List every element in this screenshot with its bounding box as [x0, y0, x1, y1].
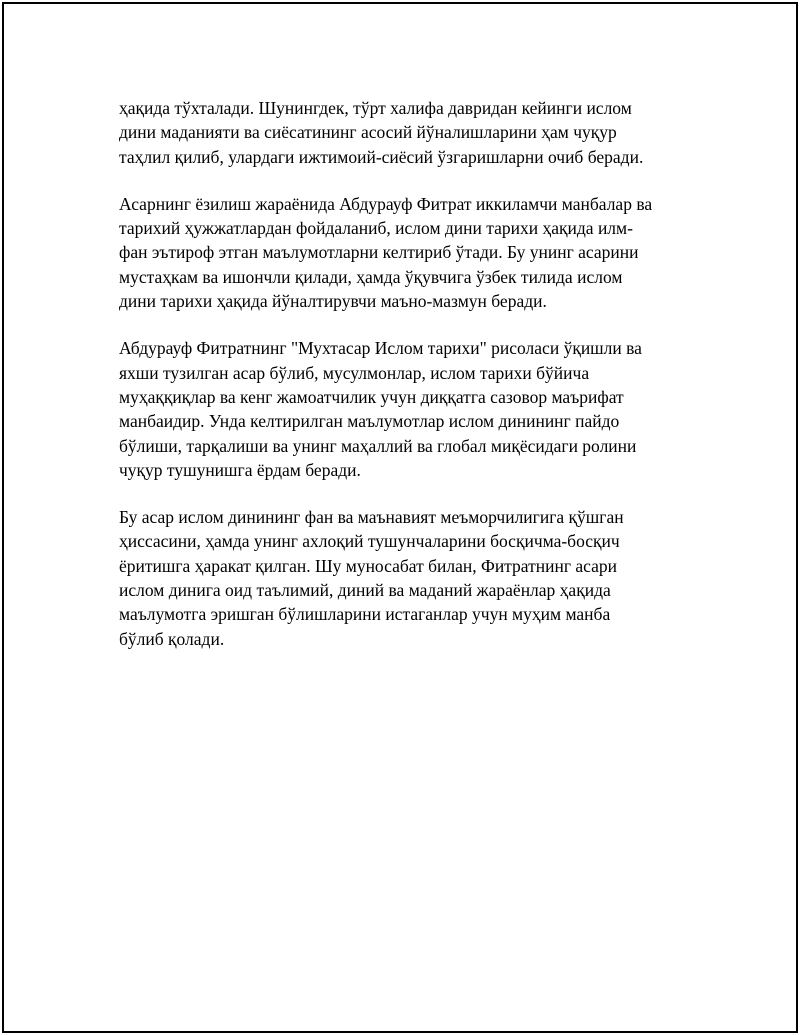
paragraph-1 [119, 96, 699, 169]
paragraph-4 [119, 505, 699, 651]
text-line: таҳлил қилиб, улардаги ижтимоий-сиёсий ўзгаришларни очиб беради. [119, 146, 644, 167]
text-line: ёритишга ҳаракат қилган. Шу муносабат билан, Фитратнинг асари [119, 555, 618, 576]
text-line: бўлиши, тарқалиши ва унинг маҳаллий ва глобал миқёсидаги ролини [119, 435, 637, 456]
text-line: Бу асар ислом динининг фан ва маънавият меъморчилигига қўшган [119, 507, 624, 528]
text-line: дини маданияти ва сиёсатининг асосий йўналишларини ҳам чуқур [119, 122, 617, 143]
document-body [119, 96, 699, 674]
text-line: маълумотга эришган бўлишларини истаганлар учун муҳим манба [119, 604, 611, 625]
text-line: ҳақида тўхталади. Шунингдек, тўрт халифа давридан кейинги ислом [119, 98, 632, 118]
text-line: ҳиссасини, ҳамда унинг ахлоқий тушунчаларини босқичма-босқич [119, 531, 620, 552]
text-line: ислом динига оид таълимий, диний ва маданий жараёнлар ҳақида [119, 580, 611, 601]
text-line: муҳаққиқлар ва кенг жамоатчилик учун диққатга сазовор маърифат [119, 386, 624, 407]
text-line: бўлиб қолади. [119, 628, 225, 649]
paragraph-3 [119, 336, 699, 482]
text-line: дини тарихи ҳақида йўналтирувчи маъно-мазмун беради. [119, 291, 547, 312]
text-line: манбаидир. Унда келтирилган маълумотлар ислом динининг пайдо [119, 411, 620, 432]
paragraph-2 [119, 192, 699, 313]
text-line: яхши тузилган асар бўлиб, мусулмонлар, ислом тарихи бўйича [119, 362, 590, 383]
text-line: Абдурауф Фитратнинг "Мухтасар Ислом тарихи" рисоласи ўқишли ва [119, 338, 642, 359]
text-line: чуқур тушунишга ёрдам беради. [119, 459, 361, 480]
page-frame [2, 2, 798, 1033]
text-line: фан эътироф этган маълумотларни келтириб ўтади. Бу унинг асарини [119, 242, 639, 263]
text-line: тарихий ҳужжатлардан фойдаланиб, ислом дини тарихи ҳақида илм- [119, 218, 633, 239]
text-line: Асарнинг ёзилиш жараёнида Абдурауф Фитрат иккиламчи манбалар ва [119, 193, 653, 214]
text-line: мустаҳкам ва ишончли қилади, ҳамда ўқувчига ўзбек тилида ислом [119, 266, 623, 287]
